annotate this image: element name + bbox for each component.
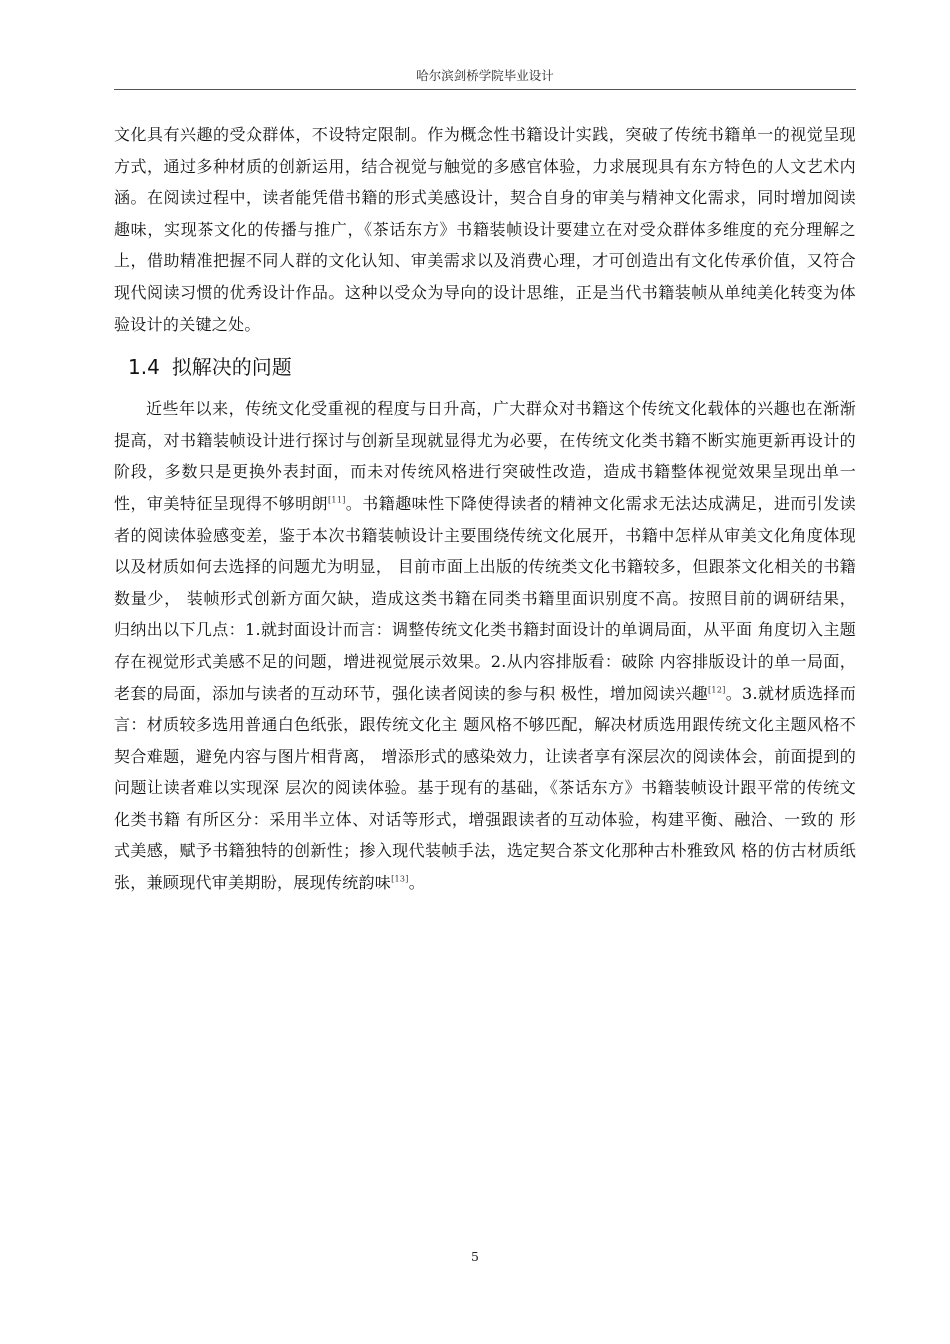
page-number: 5 <box>471 1249 479 1264</box>
paragraph-text-part-2: 。书籍趣味性下降使得读者的精神文化需求无法达成满足，进而引发读者的阅读体验感变差，鉴于本次书籍装帧设计主要围绕传统文化展开，书籍中怎样从审美文化角度体现以及材质如何去选择的问题尤为明显， 目前市面上出版的传统类文化书籍较多，但跟茶文化相关的书籍数量少， 装帧形式创新方面欠缺，造成这类书籍在同类书籍里面识别度不高。按照目前的调研结果， 归纳出以下几点：1.就封面设计而言：调整传统文化类书籍封面设计的单调局面，从平面 角度切入主题存在视觉形式美感不足的问题，增进视觉展示效果。2.从内容排版看：破除 内容排版设计的单一局面，老套的局面，添加与读者的互动环节，强化读者阅读的参与积 极性，增加阅读兴趣 <box>114 493 856 703</box>
paragraph-text-part-1: 近些年以来，传统文化受重视的程度与日升高，广大群众对书籍这个传统文化载体的兴趣也在渐渐提高，对书籍装帧设计进行探讨与创新呈现就显得尤为必要，在传统文化类书籍不断实施更新再设计的阶段，多数只是更换外表封面，而未对传统风格进行突破性改造，造成书籍整体视觉效果呈现出单一性，审美特征呈现得不够明朗 <box>114 399 856 513</box>
citation-ref-11: [11] <box>328 495 346 505</box>
citation-ref-12: [12] <box>708 685 726 695</box>
section-title: 拟解决的问题 <box>171 355 292 380</box>
page-header: 哈尔滨剑桥学院毕业设计 <box>416 68 554 83</box>
section-number: 1.4 <box>128 355 160 380</box>
citation-ref-13: [13] <box>391 874 409 884</box>
paragraph-text-part-3: 。3.就材质选择而言：材质较多选用普通白色纸张，跟传统文化主 题风格不够匹配，解决材质选用跟传统文化主题风格不契合难题，避免内容与图片相背离， 增添形式的感染效力，让读者享有深层次的阅读体会，前面提到的问题让读者难以实现深 层次的阅读体验。基于现有的基础，《茶话东方》书籍装帧设计跟平常的传统文化类书籍 有所区分：采用半立体、对话等形式，增强跟读者的互动体验，构建平衡、融洽、一致的 形式美感，赋予书籍独特的创新性；掺入现代装帧手法，选定契合茶文化那种古朴雅致风 格的仿古材质纸张，兼顾现代审美期盼，展现传统韵味 <box>114 683 857 893</box>
header-rule <box>114 89 856 90</box>
section-heading <box>114 352 856 382</box>
body-paragraph <box>114 393 856 899</box>
body-paragraph-continued: 文化具有兴趣的受众群体，不设特定限制。作为概念性书籍设计实践，突破了传统书籍单一的视觉呈现方式，通过多种材质的创新运用，结合视觉与触觉的多感官体验，力求展现具有东方特色的人文艺术内涵。在阅读过程中，读者能凭借书籍的形式美感设计，契合自身的审美与精神文化需求，同时增加阅读趣味，实现茶文化的传播与推广，《茶话东方》书籍装帧设计要建立在对受众群体多维度的充分理解之上，借助精准把握不同人群的文化认知、审美需求以及消费心理，才可创造出有文化传承价值，又符合现代阅读习惯的优秀设计作品。这种以受众为导向的设计思维，正是当代书籍装帧从单纯美化转变为体验设计的关键之处。 <box>114 125 856 334</box>
paragraph-text-part-4: 。 <box>408 873 426 893</box>
page-content <box>114 119 856 899</box>
